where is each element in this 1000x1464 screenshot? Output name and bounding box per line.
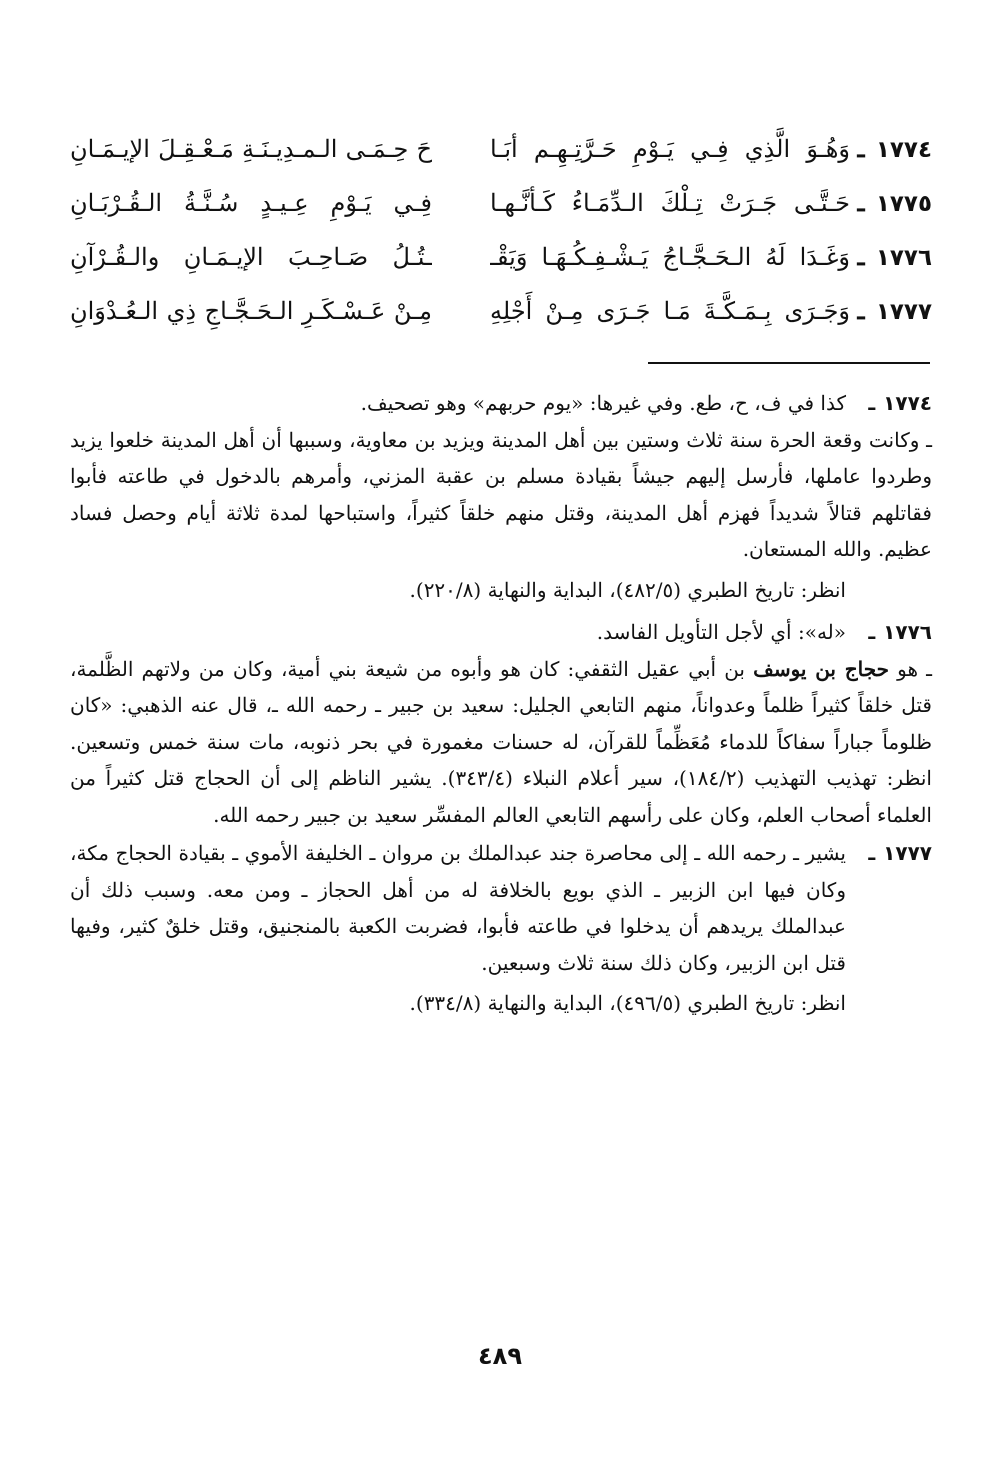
footnote-1774 [70,385,932,608]
verse-second-hemistich: ـتُـلُ صَـاحِـبَ الإيـمَـانِ والـقُـرْآنِ [70,243,432,271]
footnote-reference: انظر: تاريخ الطبري (٤٩٦/٥)، البداية والنهاية (٣٣٤/٨). [409,991,846,1015]
footnote-text: كذا في ف، ح، طع. وفي غيرها: «يوم حربهم» وهو تصحيف. [360,391,846,415]
verse-dash: ـ [857,242,865,271]
verse-first-hemistich: وَهُـوَ الَّذِي فِـي يَـوْمِ حَـرَّتِـهِـم أبَـا [490,135,850,163]
verse-number: ١٧٧٧ [875,299,932,325]
poem-verses [70,122,932,338]
verse-second-hemistich: فِـي يَـوْمِ عِـيـدٍ سُـنَّـةُ الـقُـرْبَـانِ [70,189,432,217]
footnote-number: ١٧٧٦ـ [868,620,932,644]
page-number: ٤٨٩ [478,1342,522,1370]
verse-second-hemistich: حَ حِـمَـى الـمـدِيـنَـةِ مَـعْـقِـلَ الإيـمَـانِ [70,135,432,163]
verse-1775 [70,176,932,230]
verse-1776 [70,230,932,284]
footnote-number: ١٧٧٧ـ [868,841,932,865]
bold-name: حجاج بن يوسف [753,656,889,681]
verse-dash: ـ [857,188,865,217]
verse-dash: ـ [857,296,865,325]
footnote-text: ـ هو حجاج بن يوسف بن أبي عقيل الثقفي: كان هو وأبوه من شيعة بني أمية، وكان من ولاتهم الظَّلمة، قتل خلقاً كثيراً ظلماً وعدواناً، منهم التابعي الجليل: سعيد بن جبير ـ رحمه الله ـ، قال عنه الذهبي: «كان ظلوماً جباراً سفاكاً للدماء مُعَظِّماً للقرآن، له حسنات مغمورة في بحر ذنوبه، مات سنة خمس وتسعين. انظر: تهذيب التهذيب (١٨٤/٢)، سير أعلام النبلاء (٣٤٣/٤). يشير الناظم إلى أن الحجاج قتل كثيراً من العلماء أصحاب العلم، وكان على رأسهم التابعي العالم المفسِّر سعيد بن جبير رحمه الله. [70,656,932,827]
footnote-text: يشير ـ رحمه الله ـ إلى محاصرة جند عبدالملك بن مروان ـ الخليفة الأموي ـ بقيادة الحجاج مكة، وكان فيها ابن الزبير ـ الذي بويع بالخلافة له من أهل الحجاز ـ ومن معه. وسبب ذلك أن عبدالملك يريدهم أن يدخلوا في طاعته فأبوا، فضربت الكعبة بالمنجنيق، وقتل خلقٌ كثير، وفيها قتل ابن الزبير، وكان ذلك سنة ثلاث وسبعين. [70,841,846,975]
footnotes [70,385,932,1028]
footnote-1777 [70,835,932,1022]
verse-number: ١٧٧٤ [875,137,932,163]
verse-dash: ـ [857,134,865,163]
footnote-separator [648,362,930,364]
verse-first-hemistich: وَجَـرَى بِـمَـكَّـةَ مَـا جَـرَى مِـنْ أَجْلِهِ [490,297,850,325]
verse-number: ١٧٧٥ [875,191,932,217]
footnote-1776 [70,614,932,833]
verse-1777 [70,284,932,338]
footnote-number: ١٧٧٤ـ [868,391,932,415]
verse-second-hemistich: مِـنْ عَـسْـكَـرِ الـحَـجَّـاجِ ذِي الـعُـدْوَانِ [70,297,432,325]
verse-first-hemistich: وَغَـدَا لَهُ الـحَـجَّـاجُ يَـشْـفِـكُـهَـا وَيَقْـ [490,243,850,271]
footnote-reference: انظر: تاريخ الطبري (٤٨٢/٥)، البداية والنهاية (٢٢٠/٨). [409,577,846,602]
verse-1774 [70,122,932,176]
footnote-text: «له»: أي لأجل التأويل الفاسد. [596,620,846,644]
verse-first-hemistich: حَـتَّـى جَـرَتْ تِـلْكَ الـدِّمَـاءُ كَـأنَّـهـا [490,189,850,217]
footnote-text: ـ وكانت وقعة الحرة سنة ثلاث وستين بين أهل المدينة ويزيد بن معاوية، وسببها أن أهل المدينة خلعوا يزيد وطردوا عاملها، فأرسل إليهم جيشاً بقيادة مسلم بن عقبة المزني، وأمرهم بالدخول في طاعته فأبوا فقاتلهم قتالاً شديداً فهزم أهل المدينة، وقتل منهم خلقاً كثيراً، واستباحها لمدة ثلاثة أيام وحصل فساد عظيم. والله المستعان. [70,427,932,561]
verse-number: ١٧٧٦ [875,245,932,271]
